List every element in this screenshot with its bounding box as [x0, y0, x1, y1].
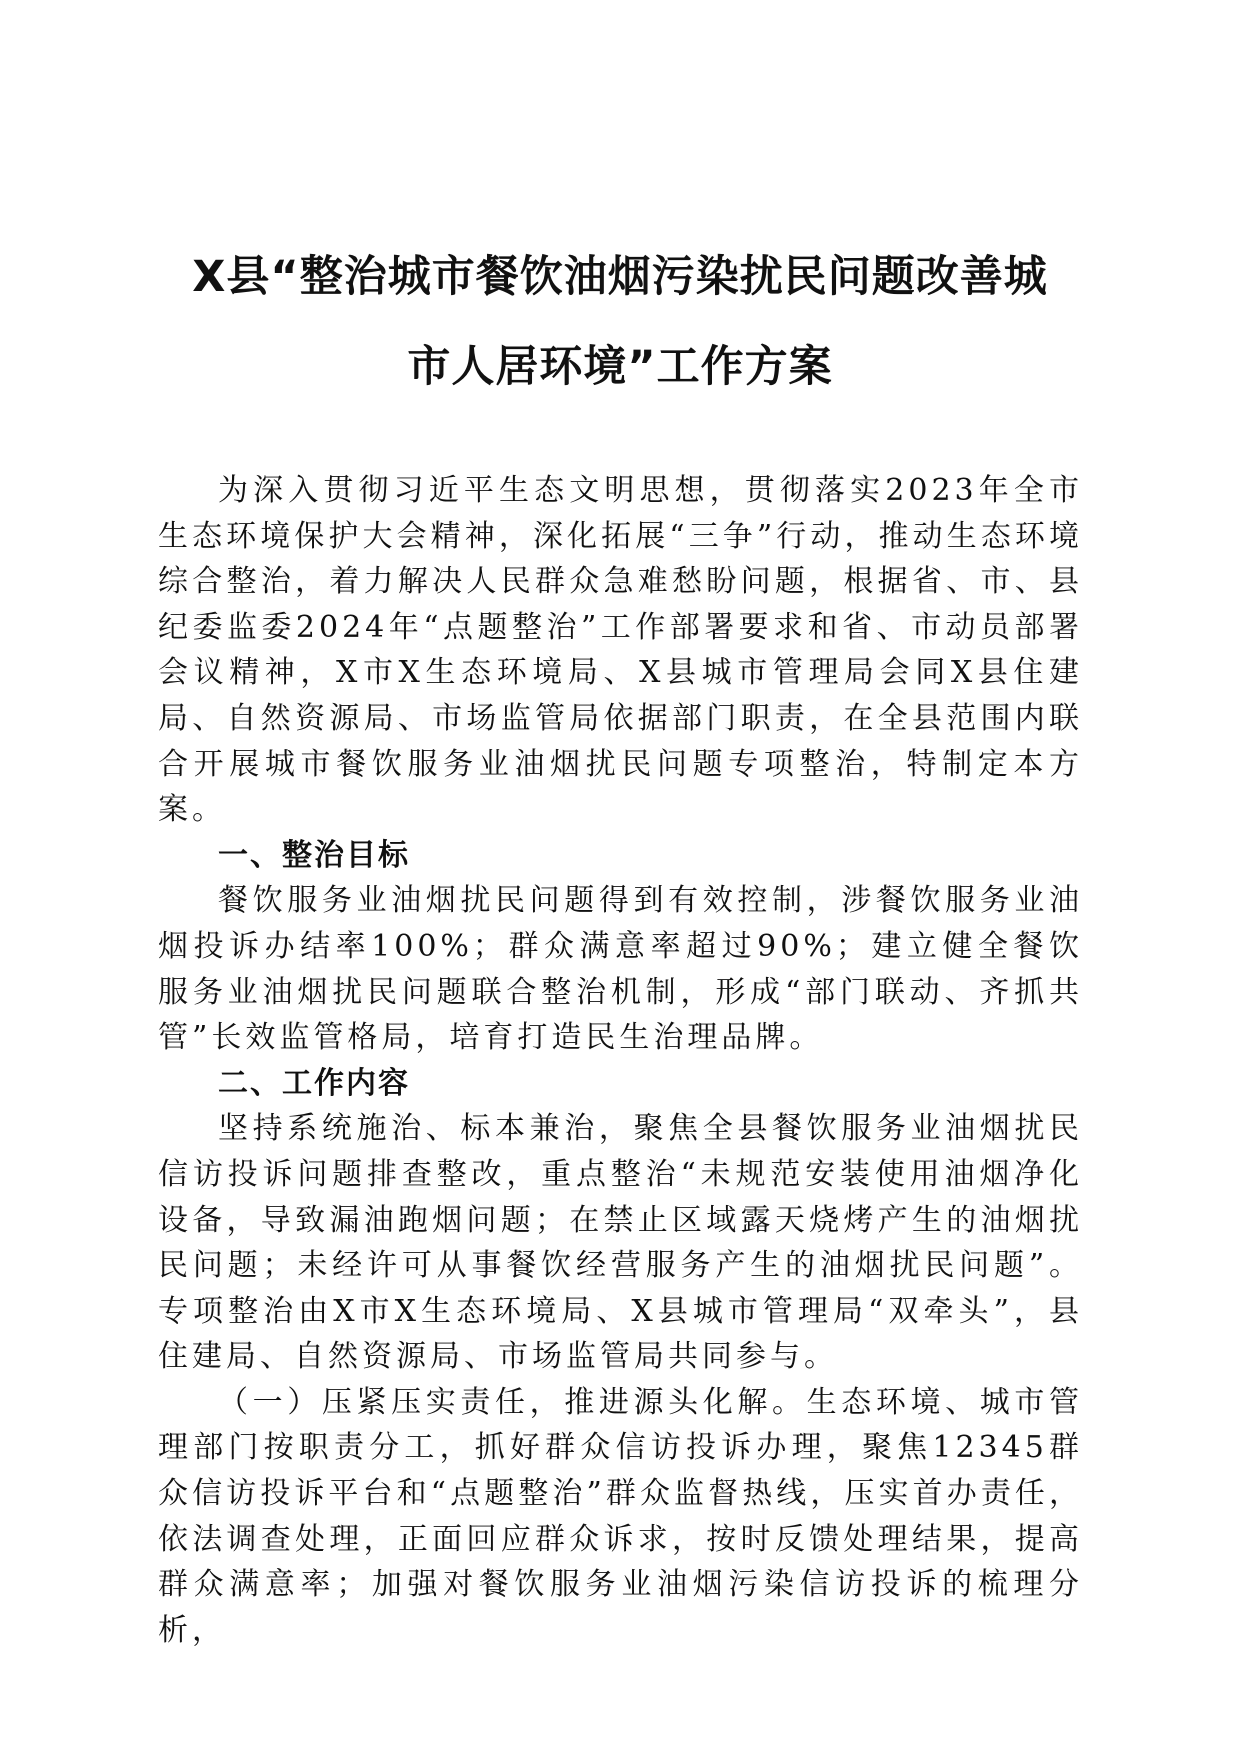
document-title [150, 232, 1090, 412]
section-heading-goals: 一、整治目标 [218, 837, 410, 873]
section-heading-work-content: 二、工作内容 [218, 1065, 410, 1101]
work-content-paragraph: 坚持系统施治、标本兼治，聚焦全县餐饮服务业油烟扰民信访投诉问题排查整改，重点整治“未规范安装使用油烟净化设备，导致漏油跑烟问题；在禁止区域露天烧烤产生的油烟扰民问题；未经许可从事餐饮经营服务产生的油烟扰民问题”。专项整治由X市X生态环境局、X县城市管理局“双牵头”，县住建局、自然资源局、市场监管局共同参与。 [158, 1111, 1083, 1375]
goals-paragraph: 餐饮服务业油烟扰民问题得到有效控制，涉餐饮服务业油烟投诉办结率100%；群众满意率超过90%；建立健全餐饮服务业油烟扰民问题联合整治机制，形成“部门联动、齐抓共管”长效监管格局，培育打造民生治理品牌。 [158, 883, 1083, 1056]
title-line-1: X县“整治城市餐饮油烟污染扰民问题改善城 [192, 252, 1048, 302]
subsection-1-paragraph: （一）压紧压实责任，推进源头化解。生态环境、城市管理部门按职责分工，抓好群众信访投诉办理，聚焦12345群众信访投诉平台和“点题整治”群众监督热线，压实首办责任，依法调查处理，正面回应群众诉求，按时反馈处理结果，提高群众满意率；加强对餐饮服务业油烟污染信访投诉的梳理分析， [158, 1384, 1083, 1648]
document-body [158, 468, 1083, 1653]
intro-paragraph: 为深入贯彻习近平生态文明思想，贯彻落实2023年全市生态环境保护大会精神，深化拓展“三争”行动，推动生态环境综合整治，着力解决人民群众急难愁盼问题，根据省、市、县纪委监委2024年“点题整治”工作部署要求和省、市动员部署会议精神，X市X生态环境局、X县城市管理局会同X县住建局、自然资源局、市场监管局依据部门职责，在全县范围内联合开展城市餐饮服务业油烟扰民问题专项整治，特制定本方案。 [158, 473, 1083, 828]
title-line-2: 市人居环境”工作方案 [407, 342, 833, 392]
